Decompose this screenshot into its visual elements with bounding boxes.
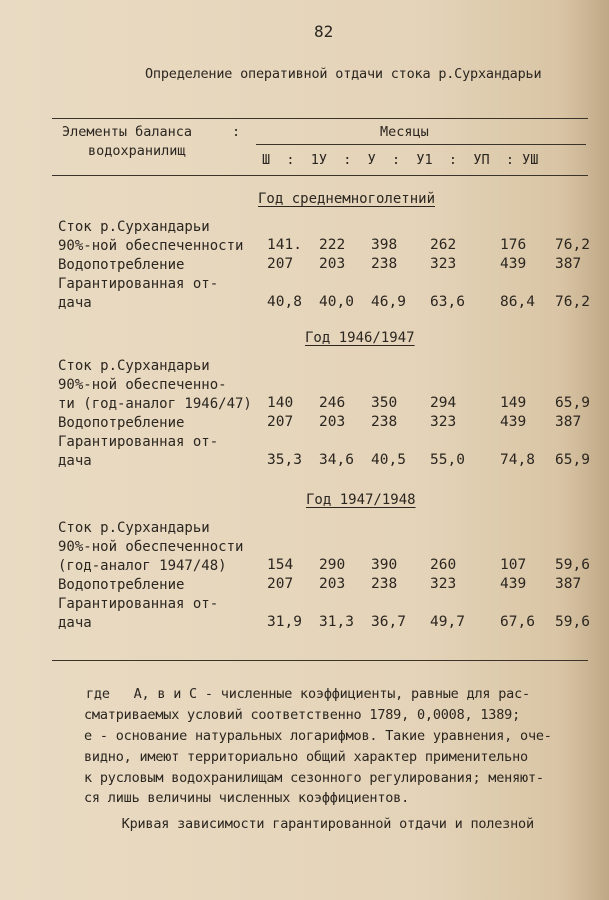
cell-value: 34,6 — [319, 452, 354, 468]
cell-value: 86,4 — [500, 294, 535, 310]
cell-value: 387 — [555, 414, 582, 430]
cell-value: 31,9 — [267, 614, 302, 630]
cell-value: 40,8 — [267, 294, 302, 310]
table-header-rule — [52, 175, 588, 176]
section-title: Год среднемноголетний — [258, 191, 436, 207]
cell-value: 141. — [267, 237, 302, 253]
cell-value: 387 — [555, 256, 582, 272]
cell-value: 59,6 — [555, 614, 590, 630]
table-top-rule — [52, 118, 588, 119]
cell-value: 76,2 — [555, 294, 590, 310]
row-label: дача — [58, 615, 92, 631]
cell-value: 63,6 — [430, 294, 465, 310]
cell-value: 262 — [430, 237, 457, 253]
cell-value: 203 — [319, 576, 346, 592]
row-label: (год-аналог 1947/48) — [58, 558, 227, 574]
cell-value: 55,0 — [430, 452, 465, 468]
cell-value: 260 — [430, 557, 457, 573]
header-separator: : — [232, 124, 241, 140]
cell-value: 323 — [430, 256, 457, 272]
row-label: 90%-ной обеспеченности — [58, 539, 244, 555]
cell-value: 222 — [319, 237, 346, 253]
cell-value: 323 — [430, 414, 457, 430]
cell-value: 350 — [371, 395, 398, 411]
row-label: дача — [58, 453, 92, 469]
cell-value: 246 — [319, 395, 346, 411]
row-label: Водопотребление — [58, 577, 185, 593]
paragraph-line: где А, в и С - численные коэффициенты, равные для рас- — [86, 686, 530, 702]
table-caption: Определение оперативной отдачи стока р.Сурхандарьи — [145, 66, 542, 82]
cell-value: 65,9 — [555, 452, 590, 468]
cell-value: 107 — [500, 557, 527, 573]
cell-value: 207 — [267, 576, 294, 592]
cell-value: 40,5 — [371, 452, 406, 468]
cell-value: 65,9 — [555, 395, 590, 411]
cell-value: 149 — [500, 395, 527, 411]
cell-value: 387 — [555, 576, 582, 592]
cell-value: 238 — [371, 576, 398, 592]
row-label: Гарантированная от- — [58, 596, 219, 612]
paragraph-line: ся лишь величины численных коэффициентов. — [84, 790, 410, 806]
cell-value: 294 — [430, 395, 457, 411]
cell-value: 154 — [267, 557, 294, 573]
months-underline — [256, 144, 586, 145]
cell-value: 49,7 — [430, 614, 465, 630]
cell-value: 439 — [500, 256, 527, 272]
paragraph-line: видно, имеют территориально общий характер применительно — [84, 749, 528, 765]
paragraph-line: сматриваемых условий соответственно 1789, 0,0008, 1389; — [84, 707, 521, 723]
cell-value: 35,3 — [267, 452, 302, 468]
cell-value: 238 — [371, 256, 398, 272]
cell-value: 46,9 — [371, 294, 406, 310]
row-label: Гарантированная от- — [58, 434, 219, 450]
section-title: Год 1947/1948 — [306, 492, 416, 508]
row-label: 90%-ной обеспеченности — [58, 238, 244, 254]
header-col1-line2: водохранилищ — [88, 143, 186, 159]
cell-value: 323 — [430, 576, 457, 592]
row-label: дача — [58, 295, 92, 311]
cell-value: 207 — [267, 414, 294, 430]
cell-value: 439 — [500, 576, 527, 592]
cell-value: 203 — [319, 256, 346, 272]
cell-value: 207 — [267, 256, 294, 272]
paragraph-line: е - основание натуральных логарифмов. Такие уравнения, оче- — [84, 728, 552, 744]
cell-value: 398 — [371, 237, 398, 253]
row-label: ти (год-аналог 1946/47) — [58, 396, 252, 412]
paragraph-line: к русловым водохранилищам сезонного регулирования; меняют- — [84, 770, 544, 786]
months-row: Ш : 1У : У : У1 : УП : УШ — [262, 152, 539, 168]
cell-value: 40,0 — [319, 294, 354, 310]
cell-value: 439 — [500, 414, 527, 430]
row-label: Водопотребление — [58, 415, 185, 431]
cell-value: 36,7 — [371, 614, 406, 630]
cell-value: 390 — [371, 557, 398, 573]
row-label: Сток р.Сурхандарьи — [58, 219, 210, 235]
paragraph-line: Кривая зависимости гарантированной отдачи и полезной — [82, 816, 534, 832]
cell-value: 176 — [500, 237, 527, 253]
cell-value: 76,2 — [555, 237, 590, 253]
cell-value: 74,8 — [500, 452, 535, 468]
cell-value: 67,6 — [500, 614, 535, 630]
cell-value: 31,3 — [319, 614, 354, 630]
row-label: Водопотребление — [58, 257, 185, 273]
months-title: Месяцы — [380, 124, 429, 140]
table-bottom-rule — [52, 660, 588, 661]
cell-value: 238 — [371, 414, 398, 430]
section-title: Год 1946/1947 — [305, 330, 415, 346]
page-number: 82 — [314, 22, 334, 41]
row-label: Сток р.Сурхандарьи — [58, 358, 210, 374]
cell-value: 140 — [267, 395, 294, 411]
cell-value: 290 — [319, 557, 346, 573]
cell-value: 59,6 — [555, 557, 590, 573]
row-label: 90%-ной обеспеченно- — [58, 377, 227, 393]
header-col1-line1: Элементы баланса — [62, 124, 193, 140]
row-label: Сток р.Сурхандарьи — [58, 520, 210, 536]
row-label: Гарантированная от- — [58, 276, 219, 292]
cell-value: 203 — [319, 414, 346, 430]
